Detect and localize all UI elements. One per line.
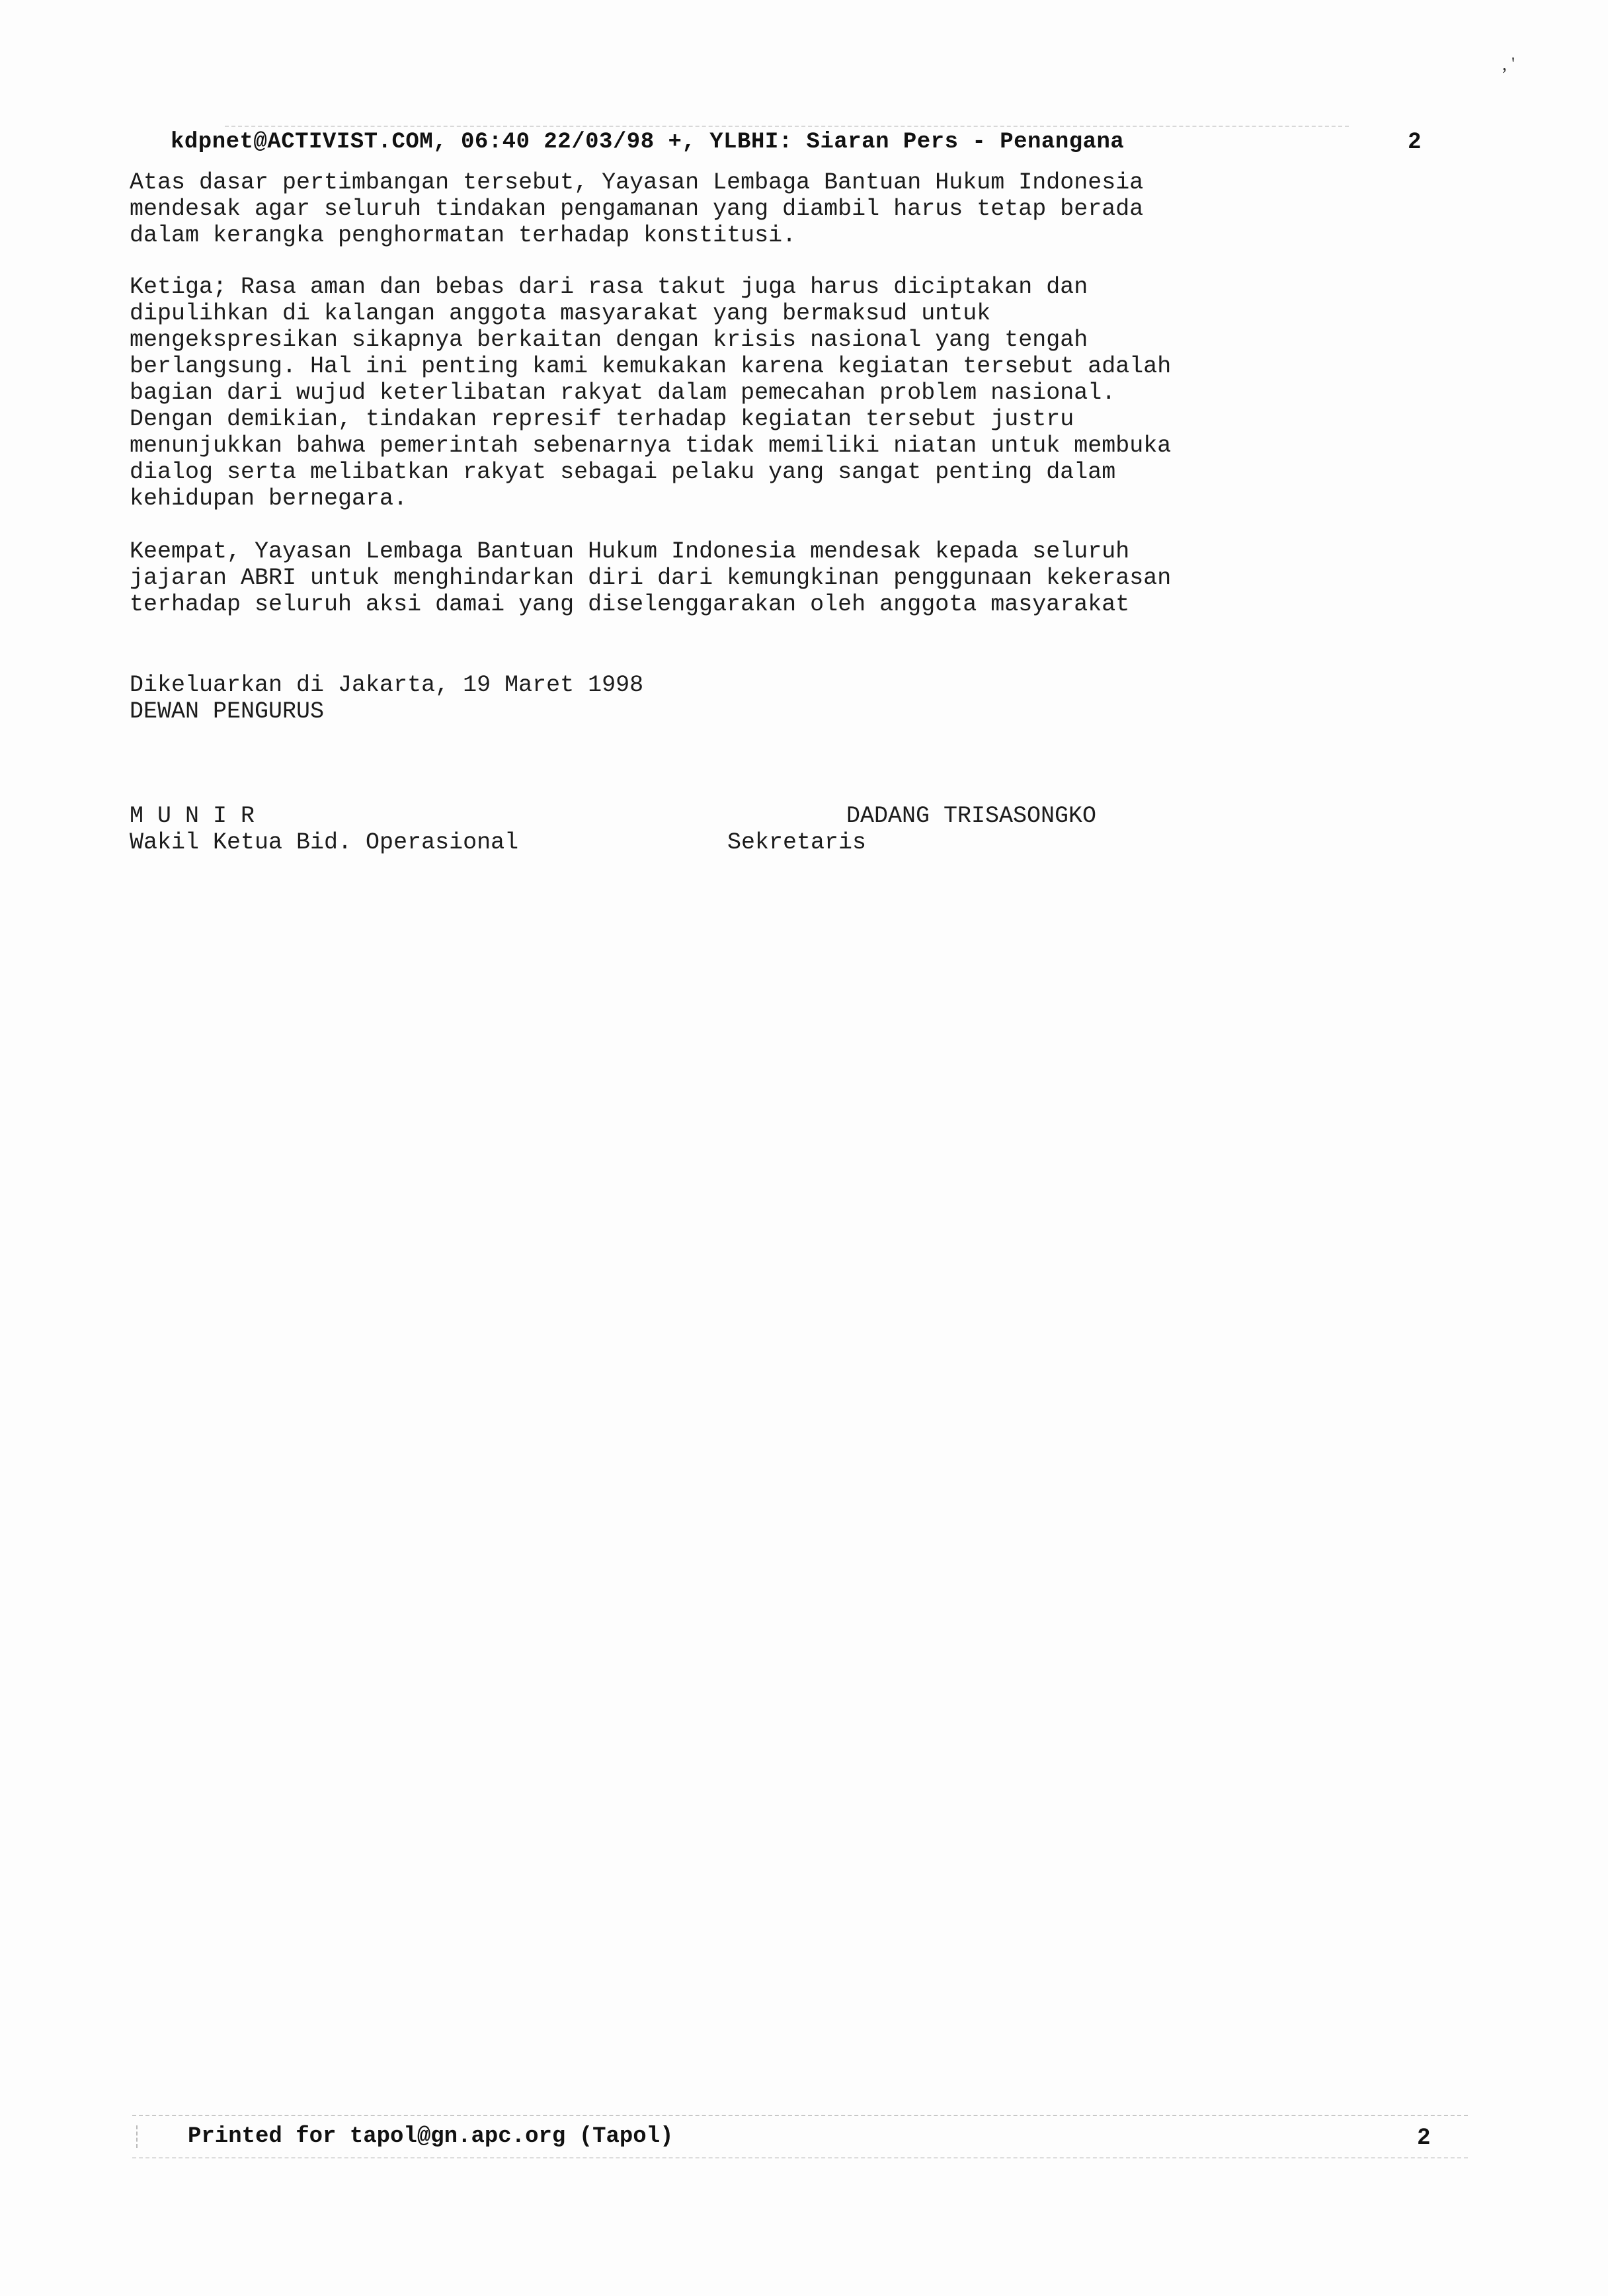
paragraph-ketiga: Ketiga; Rasa aman dan bebas dari rasa takut juga harus diciptakan dan dipulihkan di kalangan anggota masyarakat yang bermaksud untuk mengekspresikan sikapnya berkaitan dengan krisis nasional yang tengah berlangsung. Hal ini penting kami kemukakan karena kegiatan tersebut adalah bagian dari wujud keterlibatan rakyat dalam pemecahan problem nasional. Dengan demikian, tindakan represif terhadap kegiatan tersebut justru menunjukkan bahwa pemerintah sebenarnya tidak memiliki niatan untuk membuka dialog serta melibatkan rakyat sebagai pelaku yang sangat penting dalam kehidupan bernegara. [130,274,1172,512]
email-header: kdpnet@ACTIVIST.COM, 06:40 22/03/98 +, YLBHI: Siaran Pers - Penangana [171,130,1125,155]
signatory-right-name: DADANG TRISASONGKO [846,803,1097,829]
header-page-number: 2 [1408,128,1421,153]
print-footer: Printed for tapol@gn.apc.org (Tapol) [188,2124,674,2149]
corner-mark: , ' [1502,54,1515,75]
footer-bracket [136,2125,138,2148]
issued-place-date: Dikeluarkan di Jakarta, 19 Maret 1998 DEWAN PENGURUS [130,672,644,725]
footer-rule-top [132,2115,1468,2116]
paragraph-considerations: Atas dasar pertimbangan tersebut, Yayasan Lembaga Bantuan Hukum Indonesia mendesak agar seluruh tindakan pengamanan yang diambil harus tetap berada dalam kerangka penghormatan terhadap konstitusi. [130,169,1144,249]
footer-rule-bottom [132,2157,1468,2158]
header-rule [225,126,1349,127]
footer-page-number: 2 [1418,2124,1430,2149]
paragraph-keempat: Keempat, Yayasan Lembaga Bantuan Hukum Indonesia mendesak kepada seluruh jajaran ABRI untuk menghindarkan diri dari kemungkinan penggunaan kekerasan terhadap seluruh aksi damai yang diselenggarakan oleh anggota masyarakat [130,538,1172,618]
signatory-right-title: Sekretaris [727,829,867,856]
signatory-left: M U N I R Wakil Ketua Bid. Operasional [130,803,519,856]
